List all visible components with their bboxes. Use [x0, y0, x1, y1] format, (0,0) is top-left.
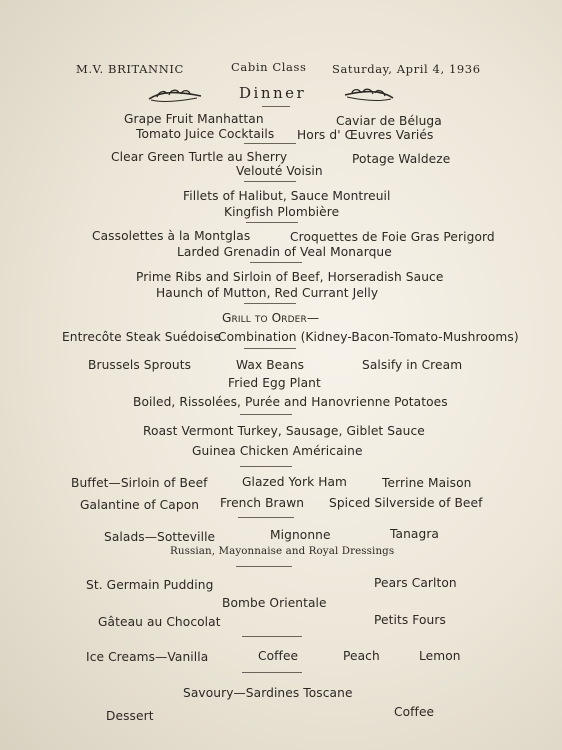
menu-item: Salads—Sotteville: [104, 530, 216, 544]
menu-item: Glazed York Ham: [242, 475, 348, 489]
menu-item: Croquettes de Foie Gras Perigord: [290, 230, 495, 244]
divider: [240, 466, 292, 467]
divider: [244, 181, 296, 182]
menu-item: Hors d' Œuvres Variés: [297, 128, 434, 142]
menu-item: Roast Vermont Turkey, Sausage, Giblet Sauce: [143, 424, 425, 438]
menu-item: Guinea Chicken Américaine: [192, 444, 363, 458]
menu-item: Petits Fours: [374, 613, 446, 627]
divider: [244, 143, 296, 144]
menu-item: Bombe Orientale: [222, 596, 327, 610]
divider: [236, 566, 292, 567]
section-heading: Grill to Order—: [222, 311, 320, 325]
menu-item: Grape Fruit Manhattan: [124, 112, 264, 126]
menu-item: Terrine Maison: [382, 476, 472, 490]
divider: [246, 222, 298, 223]
menu-date: Saturday, April 4, 1936: [332, 62, 481, 76]
menu-item: Wax Beans: [236, 358, 305, 372]
menu-item: Mignonne: [270, 528, 331, 542]
menu-item: St. Germain Pudding: [86, 578, 214, 592]
menu-item: Salsify in Cream: [362, 358, 463, 372]
menu-item: Larded Grenadin of Veal Monarque: [177, 245, 392, 259]
menu-item: Peach: [343, 649, 380, 663]
menu-item: Tanagra: [390, 527, 440, 541]
right-ornament-icon: [343, 86, 395, 104]
menu-item: Ice Creams—Vanilla: [86, 650, 209, 664]
menu-item: Potage Waldeze: [352, 152, 451, 166]
menu-item: Brussels Sprouts: [88, 358, 192, 372]
menu-item: Gâteau au Chocolat: [98, 615, 221, 629]
menu-item: Combination (Kidney-Bacon-Tomato-Mushrooms): [218, 330, 519, 344]
menu-item: Haunch of Mutton, Red Currant Jelly: [156, 286, 379, 300]
menu-item: Pears Carlton: [374, 576, 457, 590]
divider: [242, 636, 302, 637]
menu-item: Coffee: [394, 705, 435, 719]
divider: [244, 348, 296, 349]
menu-item: Fillets of Halibut, Sauce Montreuil: [183, 189, 391, 203]
menu-item: Lemon: [419, 649, 461, 663]
divider: [250, 262, 302, 263]
divider: [242, 672, 302, 673]
divider: [238, 517, 294, 518]
menu-item: Cassolettes à la Montglas: [92, 229, 251, 243]
menu-item: Buffet—Sirloin of Beef: [71, 476, 208, 490]
page-title: Dinner: [239, 84, 307, 102]
menu-item: French Brawn: [220, 496, 305, 510]
menu-item: Kingfish Plombière: [224, 205, 340, 219]
menu-item: Coffee: [258, 649, 299, 663]
menu-item: Caviar de Béluga: [336, 114, 442, 128]
divider: [262, 106, 290, 107]
menu-item: Spiced Silverside of Beef: [329, 496, 483, 510]
menu-item: Prime Ribs and Sirloin of Beef, Horseradish Sauce: [136, 270, 444, 284]
menu-item: Boiled, Rissolées, Purée and Hanovrienne Potatoes: [133, 395, 448, 409]
ship-name: M.V. BRITANNIC: [76, 62, 184, 76]
menu-item: Entrecôte Steak Suédoise: [62, 330, 221, 344]
menu-item: Clear Green Turtle au Sherry: [111, 150, 288, 164]
divider: [240, 414, 292, 415]
menu-item: Velouté Voisin: [236, 164, 323, 178]
class-label: Cabin Class: [231, 60, 307, 74]
menu-item: Fried Egg Plant: [228, 376, 321, 390]
menu-item: Savoury—Sardines Toscane: [183, 686, 353, 700]
menu-item: Tomato Juice Cocktails: [136, 127, 275, 141]
divider: [244, 303, 296, 304]
menu-note: Russian, Mayonnaise and Royal Dressings: [170, 545, 395, 557]
menu-item: Galantine of Capon: [80, 498, 200, 512]
left-ornament-icon: [147, 87, 203, 105]
menu-item: Dessert: [106, 709, 154, 723]
